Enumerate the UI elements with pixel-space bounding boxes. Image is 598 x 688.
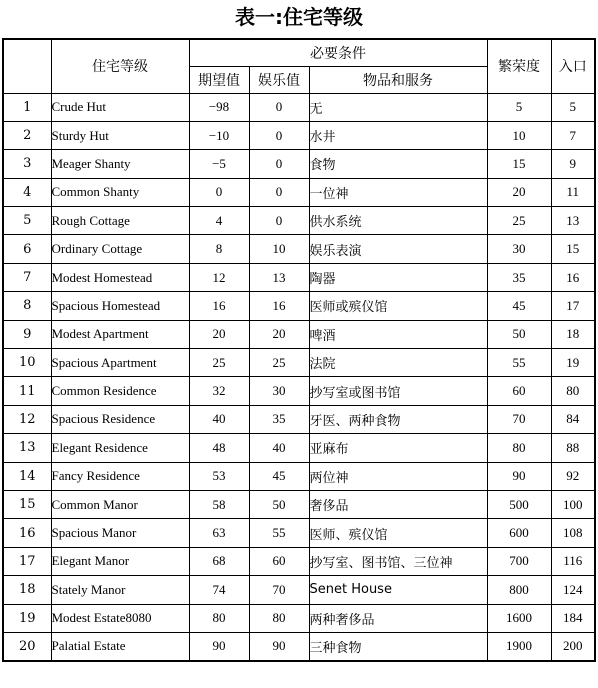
housing-name: Common Residence bbox=[51, 377, 189, 405]
housing-level-header: 住宅等级 bbox=[51, 39, 189, 93]
table-row bbox=[3, 207, 595, 235]
housing-name: Stately Manor bbox=[51, 576, 189, 604]
table-row bbox=[3, 178, 595, 206]
table-row bbox=[3, 405, 595, 433]
population-value: 18 bbox=[551, 320, 595, 348]
population-value: 7 bbox=[551, 121, 595, 149]
population-value: 108 bbox=[551, 519, 595, 547]
table-row bbox=[3, 320, 595, 348]
table-row bbox=[3, 490, 595, 518]
population-value: 184 bbox=[551, 604, 595, 632]
table-row bbox=[3, 519, 595, 547]
housing-name: Spacious Residence bbox=[51, 405, 189, 433]
row-index: 6 bbox=[3, 235, 51, 263]
entertainment-value: 0 bbox=[249, 207, 309, 235]
row-index: 1 bbox=[3, 93, 51, 121]
desirability-value: 80 bbox=[189, 604, 249, 632]
goods-services-value: 娱乐表演 bbox=[309, 235, 487, 263]
table-row bbox=[3, 462, 595, 490]
desirability-value: 40 bbox=[189, 405, 249, 433]
goods-services-value: 无 bbox=[309, 93, 487, 121]
row-index: 20 bbox=[3, 632, 51, 660]
desirability-header: 期望值 bbox=[189, 66, 249, 93]
entertainment-value: 16 bbox=[249, 292, 309, 320]
desirability-value: 8 bbox=[189, 235, 249, 263]
prosperity-value: 600 bbox=[487, 519, 551, 547]
population-value: 124 bbox=[551, 576, 595, 604]
desirability-value: 63 bbox=[189, 519, 249, 547]
prosperity-value: 500 bbox=[487, 490, 551, 518]
housing-name: Modest Estate8080 bbox=[51, 604, 189, 632]
prosperity-value: 10 bbox=[487, 121, 551, 149]
entertainment-value: 40 bbox=[249, 434, 309, 462]
row-index: 8 bbox=[3, 292, 51, 320]
requirements-header: 必要条件 bbox=[189, 39, 487, 66]
housing-name: Spacious Homestead bbox=[51, 292, 189, 320]
goods-services-value: 食物 bbox=[309, 150, 487, 178]
population-value: 80 bbox=[551, 377, 595, 405]
goods-services-value: 抄写室、图书馆、三位神 bbox=[309, 547, 487, 575]
prosperity-value: 70 bbox=[487, 405, 551, 433]
goods-services-value: 亚麻布 bbox=[309, 434, 487, 462]
entertainment-value: 30 bbox=[249, 377, 309, 405]
prosperity-value: 90 bbox=[487, 462, 551, 490]
housing-name: Common Manor bbox=[51, 490, 189, 518]
entertainment-value: 0 bbox=[249, 93, 309, 121]
prosperity-value: 50 bbox=[487, 320, 551, 348]
housing-level-table bbox=[2, 38, 596, 662]
housing-name: Elegant Manor bbox=[51, 547, 189, 575]
table-title: 表一:住宅等级 bbox=[235, 5, 363, 29]
desirability-value: 25 bbox=[189, 349, 249, 377]
desirability-value: −5 bbox=[189, 150, 249, 178]
prosperity-header: 繁荣度 bbox=[487, 39, 551, 93]
goods-services-value: 抄写室或图书馆 bbox=[309, 377, 487, 405]
goods-services-value: 陶器 bbox=[309, 263, 487, 291]
desirability-value: 53 bbox=[189, 462, 249, 490]
entertainment-header: 娱乐值 bbox=[249, 66, 309, 93]
population-value: 17 bbox=[551, 292, 595, 320]
desirability-value: 12 bbox=[189, 263, 249, 291]
table-row bbox=[3, 263, 595, 291]
population-value: 116 bbox=[551, 547, 595, 575]
desirability-value: 4 bbox=[189, 207, 249, 235]
entertainment-value: 45 bbox=[249, 462, 309, 490]
desirability-value: 32 bbox=[189, 377, 249, 405]
entertainment-value: 10 bbox=[249, 235, 309, 263]
goods-services-value: 牙医、两种食物 bbox=[309, 405, 487, 433]
population-value: 88 bbox=[551, 434, 595, 462]
housing-name: Spacious Manor bbox=[51, 519, 189, 547]
housing-name: Ordinary Cottage bbox=[51, 235, 189, 263]
prosperity-value: 80 bbox=[487, 434, 551, 462]
prosperity-value: 1900 bbox=[487, 632, 551, 660]
population-value: 13 bbox=[551, 207, 595, 235]
population-value: 100 bbox=[551, 490, 595, 518]
table-row bbox=[3, 604, 595, 632]
entertainment-value: 0 bbox=[249, 178, 309, 206]
table-row bbox=[3, 235, 595, 263]
table-row bbox=[3, 632, 595, 660]
row-index: 10 bbox=[3, 349, 51, 377]
prosperity-value: 30 bbox=[487, 235, 551, 263]
desirability-value: −98 bbox=[189, 93, 249, 121]
goods-services-value: 法院 bbox=[309, 349, 487, 377]
housing-name: Meager Shanty bbox=[51, 150, 189, 178]
housing-name: Rough Cottage bbox=[51, 207, 189, 235]
housing-name: Sturdy Hut bbox=[51, 121, 189, 149]
row-index: 2 bbox=[3, 121, 51, 149]
table-row bbox=[3, 349, 595, 377]
goods-services-value: 医师或殡仪馆 bbox=[309, 292, 487, 320]
goods-services-value: 一位神 bbox=[309, 178, 487, 206]
housing-name: Common Shanty bbox=[51, 178, 189, 206]
prosperity-value: 35 bbox=[487, 263, 551, 291]
population-value: 200 bbox=[551, 632, 595, 660]
desirability-value: 58 bbox=[189, 490, 249, 518]
goods-services-value: 水井 bbox=[309, 121, 487, 149]
goods-services-value: 两位神 bbox=[309, 462, 487, 490]
table-row bbox=[3, 434, 595, 462]
goods-services-value: 奢侈品 bbox=[309, 490, 487, 518]
desirability-value: 74 bbox=[189, 576, 249, 604]
entertainment-value: 35 bbox=[249, 405, 309, 433]
row-index: 18 bbox=[3, 576, 51, 604]
entertainment-value: 25 bbox=[249, 349, 309, 377]
entertainment-value: 50 bbox=[249, 490, 309, 518]
population-value: 15 bbox=[551, 235, 595, 263]
prosperity-value: 5 bbox=[487, 93, 551, 121]
entertainment-value: 80 bbox=[249, 604, 309, 632]
row-index: 12 bbox=[3, 405, 51, 433]
goods-services-value: 供水系统 bbox=[309, 207, 487, 235]
housing-name: Elegant Residence bbox=[51, 434, 189, 462]
entertainment-value: 60 bbox=[249, 547, 309, 575]
population-value: 16 bbox=[551, 263, 595, 291]
goods-services-value: 两种奢侈品 bbox=[309, 604, 487, 632]
housing-name: Crude Hut bbox=[51, 93, 189, 121]
housing-name: Fancy Residence bbox=[51, 462, 189, 490]
entertainment-value: 70 bbox=[249, 576, 309, 604]
population-value: 84 bbox=[551, 405, 595, 433]
housing-name: Modest Homestead bbox=[51, 263, 189, 291]
row-index: 4 bbox=[3, 178, 51, 206]
entertainment-value: 20 bbox=[249, 320, 309, 348]
table-row bbox=[3, 292, 595, 320]
table-row bbox=[3, 93, 595, 121]
row-index: 3 bbox=[3, 150, 51, 178]
prosperity-value: 25 bbox=[487, 207, 551, 235]
desirability-value: 48 bbox=[189, 434, 249, 462]
desirability-value: 20 bbox=[189, 320, 249, 348]
desirability-value: 16 bbox=[189, 292, 249, 320]
table-row bbox=[3, 121, 595, 149]
prosperity-value: 1600 bbox=[487, 604, 551, 632]
row-index: 11 bbox=[3, 377, 51, 405]
desirability-value: 0 bbox=[189, 178, 249, 206]
goods-services-value: Senet House bbox=[309, 576, 487, 604]
goods-services-value: 啤酒 bbox=[309, 320, 487, 348]
prosperity-value: 55 bbox=[487, 349, 551, 377]
entertainment-value: 0 bbox=[249, 121, 309, 149]
prosperity-value: 700 bbox=[487, 547, 551, 575]
row-index: 15 bbox=[3, 490, 51, 518]
goods-services-header: 物品和服务 bbox=[309, 66, 487, 93]
entertainment-value: 90 bbox=[249, 632, 309, 660]
prosperity-value: 20 bbox=[487, 178, 551, 206]
row-index: 17 bbox=[3, 547, 51, 575]
population-header: 入口 bbox=[551, 39, 595, 93]
desirability-value: 90 bbox=[189, 632, 249, 660]
prosperity-value: 15 bbox=[487, 150, 551, 178]
population-value: 92 bbox=[551, 462, 595, 490]
index-header bbox=[3, 39, 51, 93]
row-index: 19 bbox=[3, 604, 51, 632]
prosperity-value: 800 bbox=[487, 576, 551, 604]
housing-name: Palatial Estate bbox=[51, 632, 189, 660]
goods-services-value: 医师、殡仪馆 bbox=[309, 519, 487, 547]
population-value: 19 bbox=[551, 349, 595, 377]
table-body bbox=[3, 93, 595, 661]
desirability-value: 68 bbox=[189, 547, 249, 575]
entertainment-value: 13 bbox=[249, 263, 309, 291]
row-index: 14 bbox=[3, 462, 51, 490]
prosperity-value: 45 bbox=[487, 292, 551, 320]
desirability-value: −10 bbox=[189, 121, 249, 149]
row-index: 13 bbox=[3, 434, 51, 462]
prosperity-value: 60 bbox=[487, 377, 551, 405]
population-value: 9 bbox=[551, 150, 595, 178]
table-row bbox=[3, 576, 595, 604]
goods-services-value: 三种食物 bbox=[309, 632, 487, 660]
housing-name: Spacious Apartment bbox=[51, 349, 189, 377]
table-row bbox=[3, 377, 595, 405]
row-index: 16 bbox=[3, 519, 51, 547]
row-index: 9 bbox=[3, 320, 51, 348]
row-index: 7 bbox=[3, 263, 51, 291]
row-index: 5 bbox=[3, 207, 51, 235]
population-value: 5 bbox=[551, 93, 595, 121]
population-value: 11 bbox=[551, 178, 595, 206]
table-row bbox=[3, 547, 595, 575]
table-row bbox=[3, 150, 595, 178]
entertainment-value: 0 bbox=[249, 150, 309, 178]
entertainment-value: 55 bbox=[249, 519, 309, 547]
housing-name: Modest Apartment bbox=[51, 320, 189, 348]
